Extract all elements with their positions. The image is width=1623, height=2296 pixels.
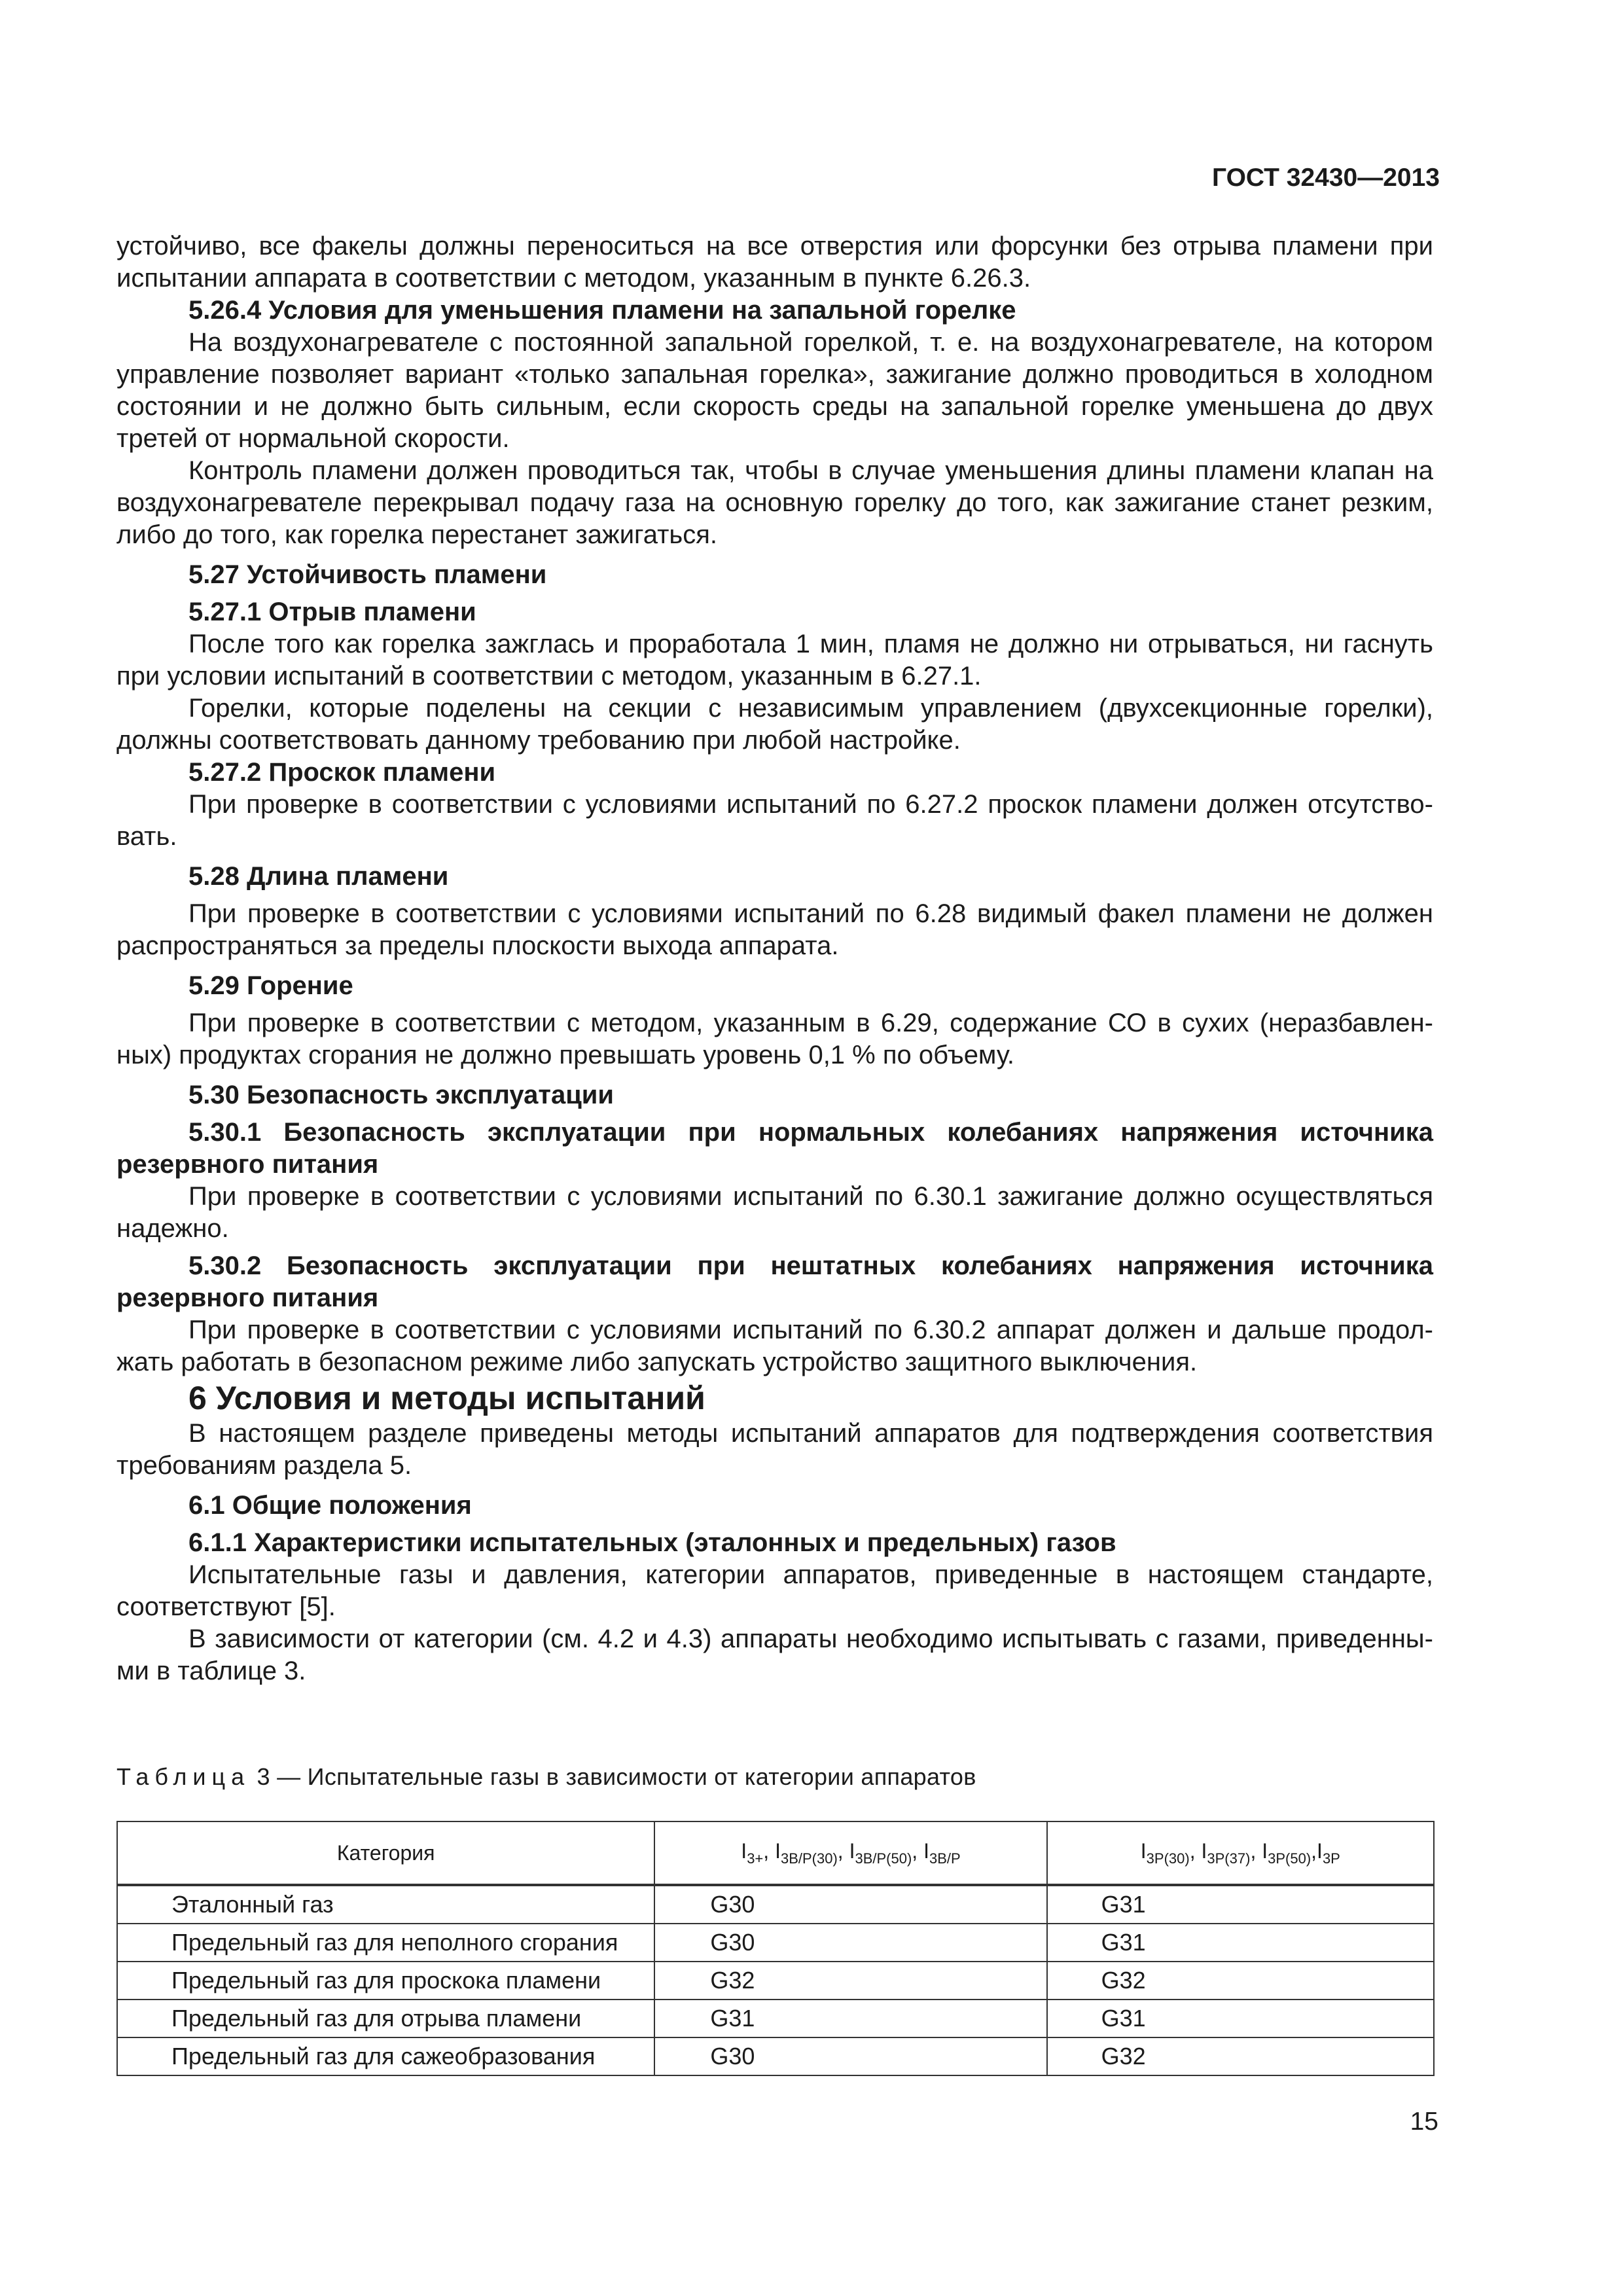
heading-5-30-2: 5.30.2 Безопасность эксплуатации при нештатных колебаниях напряжения источника резервного питания xyxy=(116,1251,1433,1312)
heading-5-29: 5.29 Горение xyxy=(188,971,353,1000)
heading-5-27-2: 5.27.2 Проскок пламени xyxy=(188,758,496,787)
col3-part-0: $I_{3P(30)}$ xyxy=(1140,1839,1190,1867)
table-caption-label: Таблица xyxy=(116,1763,251,1790)
page-number: 15 xyxy=(1410,2108,1438,2136)
row-gas-b: G31 xyxy=(1047,1885,1434,1924)
paragraph: устойчиво, все факелы должны переноситься на все отверстия или форсунки без отрыва пламени при испытании аппарата в соответствии с методом, указанным в пункте 6.26.3. xyxy=(116,232,1433,293)
heading-5-28: 5.28 Длина пламени xyxy=(188,862,449,891)
heading-5-27-1: 5.27.1 Отрыв пламени xyxy=(188,598,476,626)
row-gas-b: G32 xyxy=(1047,1962,1434,2000)
table-caption-text: 3 — Испытательные газы в зависимости от категории аппаратов xyxy=(250,1763,976,1790)
heading-5-26-4: 5.26.4 Условия для уменьшения пламени на запальной горелке xyxy=(188,296,1016,325)
row-gas-a: G31 xyxy=(654,2000,1046,2037)
table-row xyxy=(117,1962,1434,2000)
paragraph: При проверке в соответствии с методом, указанным в 6.29, содержание СО в сухих (неразбавлен- ных) продуктах сгорания не должно превышать уровень 0,1 % по объему. xyxy=(116,1009,1433,1069)
paragraph: В настоящем разделе приведены методы испытаний аппаратов для подтверждения соответствия требованиям раздела 5. xyxy=(116,1419,1433,1480)
col3-part-2: , $I_{3P(50)}$ xyxy=(1250,1839,1311,1867)
page-content xyxy=(116,230,1433,1687)
heading-6-1: 6.1 Общие положения xyxy=(188,1491,472,1520)
col3-part-3: $,I_{3P}$ xyxy=(1311,1839,1340,1867)
row-gas-b: G32 xyxy=(1047,2037,1434,2075)
gas-table xyxy=(116,1821,1435,2076)
paragraph: Горелки, которые поделены на секции с независимым управлением (двухсекционные горелки), должны соответствовать данному требованию при любой настройке. xyxy=(116,694,1433,755)
row-label: Предельный газ для неполного сгорания xyxy=(117,1924,654,1962)
col2-part-2: , $I_{3B/P(50)}$ xyxy=(837,1839,912,1867)
paragraph: Контроль пламени должен проводиться так, чтобы в случае уменьшения длины пламени клапан на воздухонагревателе перекрывал подачу газа на основную горелку до того, как зажигание станет резким, либо до того, как горелка перестанет зажигаться. xyxy=(116,456,1433,549)
col2-part-1: , $I_{3B/P(30)}$ xyxy=(763,1839,838,1867)
paragraph: При проверке в соответствии с условиями испытаний по 6.27.2 проскок пламени должен отсутство- вать. xyxy=(116,790,1433,851)
row-label: Эталонный газ xyxy=(117,1885,654,1924)
col2-part-0: $I_{3+}$ xyxy=(741,1839,764,1867)
col3-part-1: , $I_{3P(37)}$ xyxy=(1189,1839,1251,1867)
row-gas-a: G30 xyxy=(654,2037,1046,2075)
paragraph: При проверке в соответствии с условиями испытаний по 6.30.2 аппарат должен и дальше продол- жать работать в безопасном режиме либо запускать устройство защитного выключения. xyxy=(116,1316,1433,1376)
paragraph: Испытательные газы и давления, категории аппаратов, приведенные в настоящем стандарте, соответствуют [5]. xyxy=(116,1560,1433,1621)
table-row xyxy=(117,2037,1434,2075)
section-title-6: 6 Условия и методы испытаний xyxy=(188,1380,705,1416)
row-gas-b: G31 xyxy=(1047,2000,1434,2037)
heading-5-30-1: 5.30.1 Безопасность эксплуатации при нормальных колебаниях напряжения источника резервного питания xyxy=(116,1118,1433,1179)
paragraph: При проверке в соответствии с условиями испытаний по 6.28 видимый факел пламени не должен распространяться за пределы плоскости выхода аппарата. xyxy=(116,899,1433,960)
table-caption xyxy=(116,1763,976,1791)
paragraph: На воздухонагревателе с постоянной запальной горелкой, т. е. на воздухонагревателе, на котором управление позволяет вариант «только запальная горелка», зажигание должно проводиться в холодном состоянии и не должно быть сильным, если скорость среды на запальной горелке уменьшена до двух третей от нормальной скорости. xyxy=(116,328,1433,453)
row-label: Предельный газ для проскока пламени xyxy=(117,1962,654,2000)
row-gas-a: G30 xyxy=(654,1924,1046,1962)
row-gas-a: G30 xyxy=(654,1885,1046,1924)
table-row xyxy=(117,1924,1434,1962)
document-id: ГОСТ 32430—2013 xyxy=(1212,164,1440,192)
heading-5-30: 5.30 Безопасность эксплуатации xyxy=(188,1081,614,1109)
column-header-group-1 xyxy=(654,1821,1046,1885)
paragraph: В зависимости от категории (см. 4.2 и 4.3) аппараты необходимо испытывать с газами, приведенны- ми в таблице 3. xyxy=(116,1624,1433,1685)
column-header-category: Категория xyxy=(117,1821,654,1885)
row-gas-a: G32 xyxy=(654,1962,1046,2000)
column-header-group-2 xyxy=(1047,1821,1434,1885)
heading-5-27: 5.27 Устойчивость пламени xyxy=(188,560,547,589)
paragraph: При проверке в соответствии с условиями испытаний по 6.30.1 зажигание должно осуществляться надежно. xyxy=(116,1182,1433,1243)
paragraph: После того как горелка зажглась и проработала 1 мин, пламя не должно ни отрываться, ни гаснуть при условии испытаний в соответствии с методом, указанным в 6.27.1. xyxy=(116,630,1433,691)
table-row xyxy=(117,2000,1434,2037)
heading-6-1-1: 6.1.1 Характеристики испытательных (эталонных и предельных) газов xyxy=(188,1528,1116,1557)
row-label: Предельный газ для сажеобразования xyxy=(117,2037,654,2075)
table-row xyxy=(117,1885,1434,1924)
col2-part-3: , $I_{3B/P}$ xyxy=(912,1839,961,1867)
row-label: Предельный газ для отрыва пламени xyxy=(117,2000,654,2037)
row-gas-b: G31 xyxy=(1047,1924,1434,1962)
